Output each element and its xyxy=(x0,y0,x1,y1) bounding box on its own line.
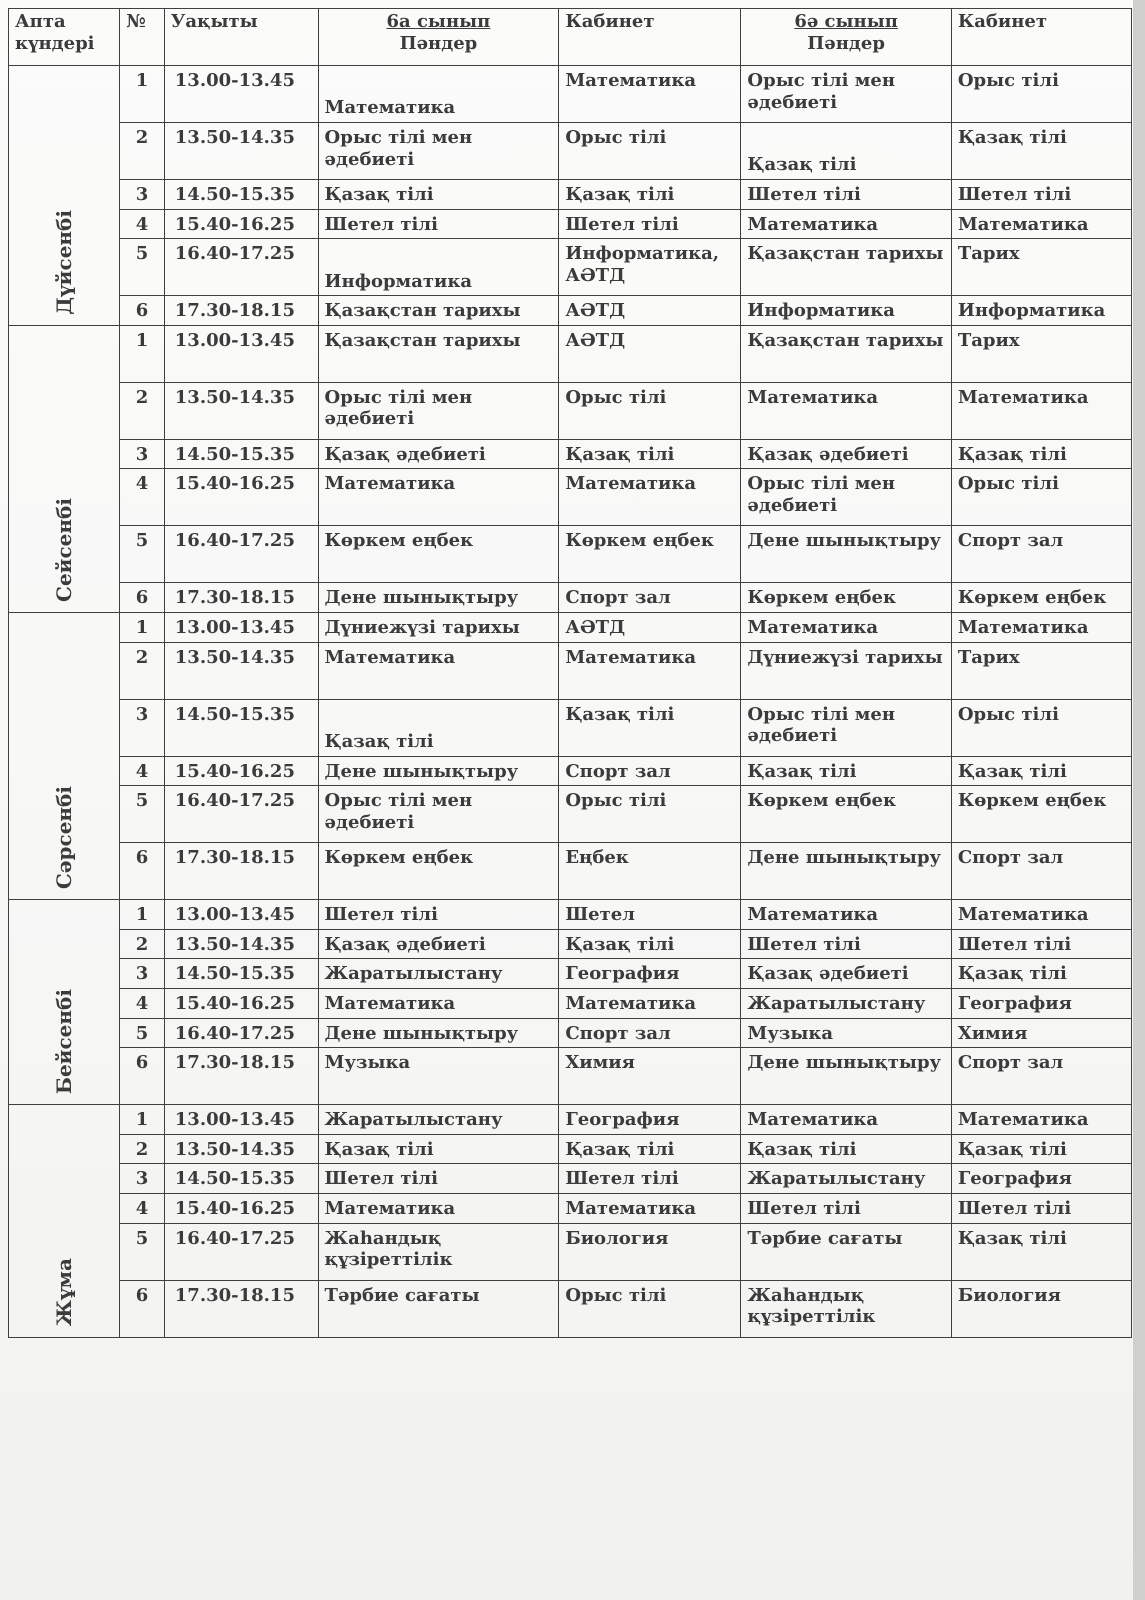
room-6b: Математика xyxy=(951,382,1131,439)
room-6b: Көркем еңбек xyxy=(951,583,1131,613)
subject-6a: Жаратылыстану xyxy=(318,959,559,989)
subject-6b: Математика xyxy=(741,209,951,239)
room-6b: Биология xyxy=(951,1280,1131,1337)
subject-6b: Орыс тілі мен әдебиеті xyxy=(741,469,951,526)
table-row xyxy=(9,1105,1132,1135)
day-label: Сәрсенбі xyxy=(52,786,77,890)
table-row xyxy=(9,959,1132,989)
lesson-time: 14.50-15.35 xyxy=(164,439,318,469)
room-6a: Математика xyxy=(559,469,741,526)
lesson-time: 13.00-13.45 xyxy=(164,612,318,642)
table-row xyxy=(9,786,1132,843)
subject-6b: Көркем еңбек xyxy=(741,786,951,843)
room-6a: Спорт зал xyxy=(559,756,741,786)
subject-6b: Қазақ әдебиеті xyxy=(741,959,951,989)
room-6a: Математика xyxy=(559,1193,741,1223)
room-6b: Орыс тілі xyxy=(951,699,1131,756)
lesson-number: 1 xyxy=(120,900,165,930)
subject-6b: Орыс тілі мен әдебиеті xyxy=(741,66,951,123)
room-6a: Спорт зал xyxy=(559,583,741,613)
subject-6a: Жаһандық құзіреттілік xyxy=(318,1223,559,1280)
room-6b: Химия xyxy=(951,1018,1131,1048)
room-6a: Шетел xyxy=(559,900,741,930)
room-6b: Информатика xyxy=(951,296,1131,326)
room-6b: География xyxy=(951,988,1131,1018)
lesson-number: 2 xyxy=(120,929,165,959)
room-6b: Көркем еңбек xyxy=(951,786,1131,843)
lesson-time: 14.50-15.35 xyxy=(164,959,318,989)
lesson-time: 13.50-14.35 xyxy=(164,1134,318,1164)
table-row xyxy=(9,239,1132,296)
lesson-number: 2 xyxy=(120,1134,165,1164)
lesson-number: 5 xyxy=(120,786,165,843)
day-cell xyxy=(9,612,120,899)
room-6a: География xyxy=(559,959,741,989)
subject-6a: Қазақ әдебиеті xyxy=(318,929,559,959)
subject-6a: Қазақ тілі xyxy=(318,699,559,756)
lesson-number: 5 xyxy=(120,526,165,583)
day-cell xyxy=(9,325,120,612)
subject-6a: Орыс тілі мен әдебиеті xyxy=(318,123,559,180)
subject-6a: Шетел тілі xyxy=(318,209,559,239)
lesson-time: 14.50-15.35 xyxy=(164,1164,318,1194)
header-class-b-title: 6ә сынып xyxy=(794,11,898,32)
subject-6b: Шетел тілі xyxy=(741,180,951,210)
lesson-time: 14.50-15.35 xyxy=(164,699,318,756)
room-6b: Математика xyxy=(951,1105,1131,1135)
subject-6b: Шетел тілі xyxy=(741,929,951,959)
table-row xyxy=(9,1018,1132,1048)
room-6b: Математика xyxy=(951,209,1131,239)
subject-6b: Дене шынықтыру xyxy=(741,526,951,583)
timetable-body xyxy=(9,66,1132,1338)
day-label: Бейсенбі xyxy=(52,988,77,1095)
table-row xyxy=(9,1164,1132,1194)
subject-6a: Қазақ тілі xyxy=(318,1134,559,1164)
header-row xyxy=(9,9,1132,66)
room-6a: Информатика, АӘТД xyxy=(559,239,741,296)
table-row xyxy=(9,900,1132,930)
table-row xyxy=(9,843,1132,900)
subject-6a: Қазақ әдебиеті xyxy=(318,439,559,469)
room-6a: Биология xyxy=(559,1223,741,1280)
day-label: Сейсенбі xyxy=(52,498,77,602)
lesson-number: 1 xyxy=(120,325,165,382)
lesson-time: 15.40-16.25 xyxy=(164,1193,318,1223)
lesson-time: 15.40-16.25 xyxy=(164,988,318,1018)
table-row xyxy=(9,699,1132,756)
table-row xyxy=(9,180,1132,210)
table-row xyxy=(9,988,1132,1018)
room-6b: Спорт зал xyxy=(951,526,1131,583)
subject-6a: Математика xyxy=(318,1193,559,1223)
subject-6a: Орыс тілі мен әдебиеті xyxy=(318,382,559,439)
room-6a: Спорт зал xyxy=(559,1018,741,1048)
room-6a: Орыс тілі xyxy=(559,382,741,439)
table-row xyxy=(9,526,1132,583)
subject-6a: Қазақ тілі xyxy=(318,180,559,210)
room-6a: Қазақ тілі xyxy=(559,439,741,469)
subject-6b: Қазақ тілі xyxy=(741,123,951,180)
subject-6a: Қазақстан тарихы xyxy=(318,325,559,382)
day-label: Дүйсенбі xyxy=(52,210,77,315)
lesson-time: 17.30-18.15 xyxy=(164,1280,318,1337)
room-6a: Шетел тілі xyxy=(559,1164,741,1194)
subject-6a: Музыка xyxy=(318,1048,559,1105)
lesson-number: 5 xyxy=(120,239,165,296)
room-6b: Қазақ тілі xyxy=(951,1134,1131,1164)
lesson-time: 15.40-16.25 xyxy=(164,209,318,239)
subject-6a: Дене шынықтыру xyxy=(318,1018,559,1048)
paper-edge xyxy=(1133,0,1145,1600)
lesson-time: 16.40-17.25 xyxy=(164,1223,318,1280)
lesson-number: 6 xyxy=(120,1048,165,1105)
table-row xyxy=(9,123,1132,180)
subject-6b: Математика xyxy=(741,612,951,642)
room-6b: Орыс тілі xyxy=(951,469,1131,526)
lesson-time: 14.50-15.35 xyxy=(164,180,318,210)
room-6b: Шетел тілі xyxy=(951,929,1131,959)
day-cell xyxy=(9,66,120,326)
table-row xyxy=(9,1223,1132,1280)
room-6b: Тарих xyxy=(951,325,1131,382)
header-num: № xyxy=(120,9,165,66)
room-6a: Қазақ тілі xyxy=(559,699,741,756)
table-row xyxy=(9,1280,1132,1337)
lesson-number: 2 xyxy=(120,382,165,439)
subject-6b: Қазақ тілі xyxy=(741,1134,951,1164)
table-row xyxy=(9,325,1132,382)
lesson-number: 3 xyxy=(120,1164,165,1194)
subject-6a: Математика xyxy=(318,469,559,526)
lesson-time: 17.30-18.15 xyxy=(164,1048,318,1105)
day-cell xyxy=(9,900,120,1105)
subject-6b: Шетел тілі xyxy=(741,1193,951,1223)
lesson-time: 13.00-13.45 xyxy=(164,900,318,930)
header-class-b-subjects: Пәндер xyxy=(807,32,885,54)
subject-6b: Жаһандық құзіреттілік xyxy=(741,1280,951,1337)
lesson-number: 6 xyxy=(120,1280,165,1337)
header-class-a-subjects: Пәндер xyxy=(399,32,478,54)
lesson-number: 5 xyxy=(120,1018,165,1048)
subject-6b: Математика xyxy=(741,1105,951,1135)
lesson-number: 6 xyxy=(120,583,165,613)
header-class-b xyxy=(741,9,951,66)
subject-6a: Математика xyxy=(318,988,559,1018)
lesson-time: 16.40-17.25 xyxy=(164,239,318,296)
table-row xyxy=(9,756,1132,786)
subject-6b: Қазақстан тарихы xyxy=(741,325,951,382)
subject-6b: Орыс тілі мен әдебиеті xyxy=(741,699,951,756)
table-row xyxy=(9,929,1132,959)
day-label: Жұма xyxy=(52,1258,77,1327)
room-6b: Тарих xyxy=(951,642,1131,699)
room-6a: География xyxy=(559,1105,741,1135)
subject-6b: Жаратылыстану xyxy=(741,988,951,1018)
room-6b: Шетел тілі xyxy=(951,1193,1131,1223)
timetable xyxy=(8,8,1132,1338)
subject-6b: Жаратылыстану xyxy=(741,1164,951,1194)
lesson-number: 2 xyxy=(120,123,165,180)
room-6b: Спорт зал xyxy=(951,1048,1131,1105)
table-row xyxy=(9,1134,1132,1164)
room-6a: Орыс тілі xyxy=(559,1280,741,1337)
lesson-time: 13.00-13.45 xyxy=(164,1105,318,1135)
lesson-number: 3 xyxy=(120,699,165,756)
table-row xyxy=(9,439,1132,469)
room-6a: Қазақ тілі xyxy=(559,180,741,210)
table-row xyxy=(9,1193,1132,1223)
lesson-number: 4 xyxy=(120,209,165,239)
table-row xyxy=(9,66,1132,123)
room-6a: Қазақ тілі xyxy=(559,929,741,959)
lesson-number: 5 xyxy=(120,1223,165,1280)
room-6a: АӘТД xyxy=(559,296,741,326)
lesson-time: 13.00-13.45 xyxy=(164,66,318,123)
room-6b: Спорт зал xyxy=(951,843,1131,900)
subject-6a: Шетел тілі xyxy=(318,900,559,930)
room-6a: Еңбек xyxy=(559,843,741,900)
lesson-number: 6 xyxy=(120,296,165,326)
header-room-b: Кабинет xyxy=(951,9,1131,66)
lesson-number: 4 xyxy=(120,1193,165,1223)
lesson-number: 2 xyxy=(120,642,165,699)
header-room-a: Кабинет xyxy=(559,9,741,66)
room-6a: Орыс тілі xyxy=(559,123,741,180)
subject-6a: Дене шынықтыру xyxy=(318,756,559,786)
table-row xyxy=(9,1048,1132,1105)
table-row xyxy=(9,382,1132,439)
subject-6a: Көркем еңбек xyxy=(318,526,559,583)
room-6a: Математика xyxy=(559,642,741,699)
room-6b: Тарих xyxy=(951,239,1131,296)
lesson-number: 4 xyxy=(120,469,165,526)
room-6b: Қазақ тілі xyxy=(951,959,1131,989)
room-6a: Шетел тілі xyxy=(559,209,741,239)
subject-6a: Математика xyxy=(318,66,559,123)
room-6b: Қазақ тілі xyxy=(951,123,1131,180)
lesson-time: 16.40-17.25 xyxy=(164,1018,318,1048)
lesson-time: 13.00-13.45 xyxy=(164,325,318,382)
room-6b: Математика xyxy=(951,900,1131,930)
subject-6b: Көркем еңбек xyxy=(741,583,951,613)
lesson-number: 6 xyxy=(120,843,165,900)
subject-6a: Қазақстан тарихы xyxy=(318,296,559,326)
subject-6a: Дүниежүзі тарихы xyxy=(318,612,559,642)
room-6a: АӘТД xyxy=(559,612,741,642)
room-6a: Қазақ тілі xyxy=(559,1134,741,1164)
subject-6b: Тәрбие сағаты xyxy=(741,1223,951,1280)
lesson-time: 15.40-16.25 xyxy=(164,756,318,786)
day-cell xyxy=(9,1105,120,1337)
header-time: Уақыты xyxy=(164,9,318,66)
subject-6a: Орыс тілі мен әдебиеті xyxy=(318,786,559,843)
subject-6b: Математика xyxy=(741,382,951,439)
room-6a: Орыс тілі xyxy=(559,786,741,843)
table-row xyxy=(9,642,1132,699)
subject-6a: Тәрбие сағаты xyxy=(318,1280,559,1337)
room-6a: Математика xyxy=(559,988,741,1018)
header-class-a-title: 6а сынып xyxy=(386,11,491,32)
lesson-time: 13.50-14.35 xyxy=(164,123,318,180)
lesson-number: 1 xyxy=(120,1105,165,1135)
subject-6b: Қазақ әдебиеті xyxy=(741,439,951,469)
room-6b: География xyxy=(951,1164,1131,1194)
subject-6a: Көркем еңбек xyxy=(318,843,559,900)
room-6b: Орыс тілі xyxy=(951,66,1131,123)
subject-6b: Дене шынықтыру xyxy=(741,1048,951,1105)
lesson-time: 17.30-18.15 xyxy=(164,843,318,900)
subject-6a: Информатика xyxy=(318,239,559,296)
room-6a: Көркем еңбек xyxy=(559,526,741,583)
table-row xyxy=(9,612,1132,642)
subject-6a: Шетел тілі xyxy=(318,1164,559,1194)
table-row xyxy=(9,209,1132,239)
room-6b: Шетел тілі xyxy=(951,180,1131,210)
lesson-number: 3 xyxy=(120,439,165,469)
lesson-number: 4 xyxy=(120,756,165,786)
lesson-time: 17.30-18.15 xyxy=(164,296,318,326)
lesson-time: 13.50-14.35 xyxy=(164,642,318,699)
lesson-time: 16.40-17.25 xyxy=(164,526,318,583)
subject-6b: Музыка xyxy=(741,1018,951,1048)
room-6a: Математика xyxy=(559,66,741,123)
header-class-a xyxy=(318,9,559,66)
lesson-time: 13.50-14.35 xyxy=(164,382,318,439)
subject-6b: Қазақ тілі xyxy=(741,756,951,786)
lesson-number: 4 xyxy=(120,988,165,1018)
subject-6b: Дене шынықтыру xyxy=(741,843,951,900)
lesson-number: 3 xyxy=(120,959,165,989)
lesson-number: 1 xyxy=(120,612,165,642)
room-6a: Химия xyxy=(559,1048,741,1105)
header-day: Апта күндері xyxy=(9,9,120,66)
table-row xyxy=(9,296,1132,326)
lesson-number: 1 xyxy=(120,66,165,123)
room-6b: Математика xyxy=(951,612,1131,642)
subject-6b: Информатика xyxy=(741,296,951,326)
lesson-time: 15.40-16.25 xyxy=(164,469,318,526)
room-6a: АӘТД xyxy=(559,325,741,382)
subject-6b: Дүниежүзі тарихы xyxy=(741,642,951,699)
subject-6a: Жаратылыстану xyxy=(318,1105,559,1135)
subject-6b: Қазақстан тарихы xyxy=(741,239,951,296)
lesson-time: 17.30-18.15 xyxy=(164,583,318,613)
table-row xyxy=(9,469,1132,526)
lesson-time: 16.40-17.25 xyxy=(164,786,318,843)
room-6b: Қазақ тілі xyxy=(951,439,1131,469)
lesson-number: 3 xyxy=(120,180,165,210)
subject-6a: Математика xyxy=(318,642,559,699)
subject-6b: Математика xyxy=(741,900,951,930)
room-6b: Қазақ тілі xyxy=(951,1223,1131,1280)
subject-6a: Дене шынықтыру xyxy=(318,583,559,613)
lesson-time: 13.50-14.35 xyxy=(164,929,318,959)
room-6b: Қазақ тілі xyxy=(951,756,1131,786)
table-row xyxy=(9,583,1132,613)
